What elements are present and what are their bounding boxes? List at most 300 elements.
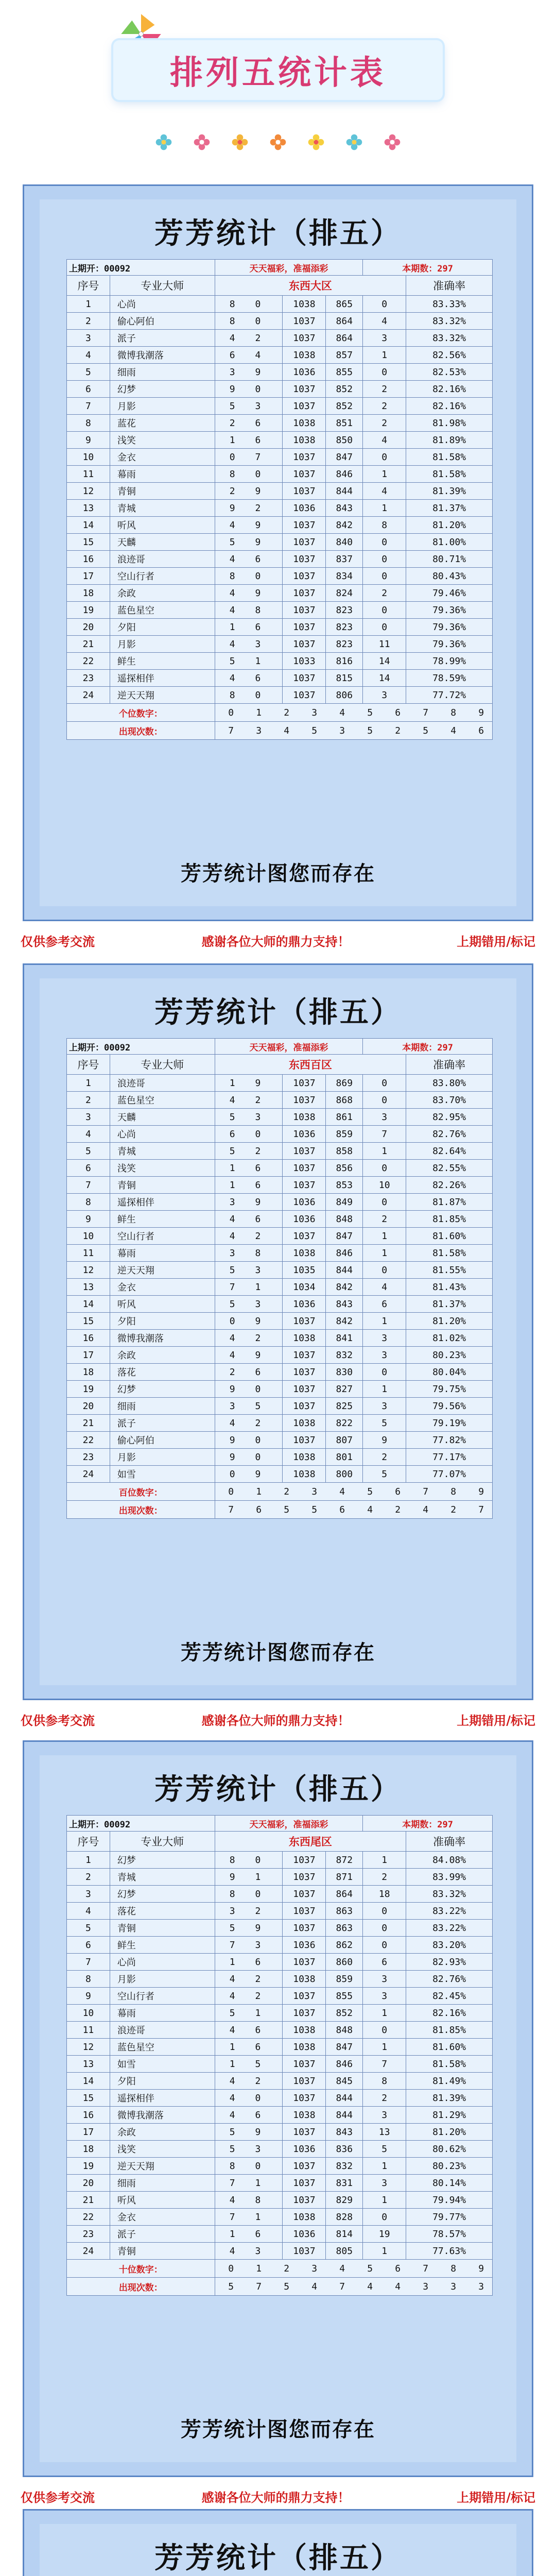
streak-count: 2: [363, 2090, 406, 2107]
table-row: [67, 551, 493, 568]
hit-count: 861: [326, 1109, 363, 1126]
table-row: [67, 415, 493, 432]
hit-count: 848: [326, 2022, 363, 2039]
streak-count: 0: [363, 1194, 406, 1211]
accuracy-rate: 81.87%: [406, 1194, 493, 1211]
accuracy-rate: 81.85%: [406, 1211, 493, 1228]
row-number: 8: [67, 1194, 110, 1211]
accuracy-rate: 82.93%: [406, 1954, 493, 1971]
row-number: 17: [67, 568, 110, 585]
accuracy-rate: 81.49%: [406, 2073, 493, 2090]
accuracy-rate: 78.57%: [406, 2226, 493, 2243]
page-header: [0, 0, 556, 170]
table-row: [67, 2124, 493, 2141]
hit-count: 852: [326, 2005, 363, 2022]
streak-count: 6: [363, 1296, 406, 1313]
counts-label: 出现次数：: [67, 722, 215, 740]
expert-name: 落花: [110, 1364, 215, 1381]
hit-count: 844: [326, 483, 363, 500]
total-count: 1038: [283, 432, 326, 449]
expert-name: 浪迹哥: [110, 2022, 215, 2039]
expert-name: 青铜: [110, 2243, 215, 2260]
picked-numbers: 0 7: [215, 449, 283, 466]
row-number: 22: [67, 1432, 110, 1449]
digit-value: 3: [311, 707, 318, 718]
expert-name: 偷心阿伯: [110, 313, 215, 330]
picked-numbers: 5 9: [215, 2124, 283, 2141]
digit-value: 6: [395, 1486, 401, 1497]
accuracy-rate: 81.58%: [406, 466, 493, 483]
hit-count: 846: [326, 466, 363, 483]
table-row: [67, 1869, 493, 1886]
hit-count: 845: [326, 2073, 363, 2090]
digit-value: 6: [395, 2263, 401, 2274]
hit-count: 843: [326, 2124, 363, 2141]
expert-name: 细雨: [110, 1398, 215, 1415]
accuracy-rate: 80.14%: [406, 2175, 493, 2192]
page-title: 排列五统计表: [113, 40, 443, 100]
row-number: 19: [67, 602, 110, 619]
picked-numbers: 8 0: [215, 313, 283, 330]
disclaimer-thanks: 感谢各位大师的鼎力支持！: [201, 1713, 350, 1728]
digit-value: 9: [478, 707, 484, 718]
row-number: 21: [67, 2192, 110, 2209]
picked-numbers: 1 5: [215, 2056, 283, 2073]
disclaimer-thanks: 感谢各位大师的鼎力支持！: [201, 2490, 350, 2505]
count-value: 3: [478, 2281, 484, 2292]
table-row: [67, 2056, 493, 2073]
row-number: 13: [67, 1279, 110, 1296]
table-row: [67, 687, 493, 704]
disclaimer-right: 上期错用/标记: [457, 1713, 535, 1728]
picked-numbers: 8 0: [215, 1886, 283, 1903]
accuracy-rate: 81.98%: [406, 415, 493, 432]
expert-name: 夕阳: [110, 1313, 215, 1330]
stat-section-panel: [40, 1755, 516, 2462]
disclaimer-thanks: 感谢各位大师的鼎力支持！: [201, 934, 350, 949]
table-row: [67, 1381, 493, 1398]
count-value: 4: [450, 725, 457, 736]
total-count: 1037: [283, 1347, 326, 1364]
digit-value: 5: [367, 2263, 373, 2274]
section-footer-note: 芳芳统计图您而存在: [181, 2418, 375, 2442]
streak-count: 1: [363, 500, 406, 517]
accuracy-rate: 82.26%: [406, 1177, 493, 1194]
picked-numbers: 9 2: [215, 500, 283, 517]
table-row: [67, 517, 493, 534]
row-number: 10: [67, 2005, 110, 2022]
digit-value: 9: [478, 1486, 484, 1497]
hit-count: 847: [326, 1228, 363, 1245]
row-number: 13: [67, 500, 110, 517]
accuracy-rate: 81.58%: [406, 2056, 493, 2073]
count-value: 4: [284, 725, 290, 736]
expert-name: 浪迹哥: [110, 551, 215, 568]
table-row: [67, 398, 493, 415]
digit-value: 4: [339, 2263, 345, 2274]
total-count: 1034: [283, 1279, 326, 1296]
digit-value: 3: [311, 1486, 318, 1497]
disclaimer-left: 仅供参考交流: [21, 934, 95, 949]
streak-count: 3: [363, 1330, 406, 1347]
picked-numbers: 4 3: [215, 636, 283, 653]
row-number: 23: [67, 2226, 110, 2243]
expert-name: 幻梦: [110, 381, 215, 398]
row-number: 8: [67, 1971, 110, 1988]
table-row: [67, 1092, 493, 1109]
table-row: [67, 2209, 493, 2226]
row-number: 24: [67, 687, 110, 704]
expert-name: 青铜: [110, 1920, 215, 1937]
row-number: 20: [67, 2175, 110, 2192]
total-count: 1037: [283, 687, 326, 704]
count-value: 4: [311, 2281, 318, 2292]
accuracy-rate: 82.76%: [406, 1971, 493, 1988]
total-count: 1037: [283, 602, 326, 619]
streak-count: 0: [363, 1075, 406, 1092]
hit-count: 872: [326, 1852, 363, 1869]
row-number: 4: [67, 1903, 110, 1920]
issue-label: 本期数：297: [363, 260, 493, 276]
row-number: 19: [67, 1381, 110, 1398]
expert-name: 听风: [110, 517, 215, 534]
stat-section-panel: [40, 978, 516, 1685]
total-count: 1037: [283, 2090, 326, 2107]
stat-section: [23, 184, 533, 921]
row-number: 17: [67, 1347, 110, 1364]
hit-count: 844: [326, 1262, 363, 1279]
count-value: 5: [423, 725, 429, 736]
table-row: [67, 466, 493, 483]
total-count: 1037: [283, 2175, 326, 2192]
picked-numbers: 9 0: [215, 1432, 283, 1449]
col-header-no: 序号: [67, 276, 110, 296]
picked-numbers: 6 0: [215, 1126, 283, 1143]
picked-numbers: 1 6: [215, 619, 283, 636]
accuracy-rate: 79.46%: [406, 585, 493, 602]
total-count: 1036: [283, 1194, 326, 1211]
digit-value: 8: [450, 1486, 457, 1497]
row-number: 12: [67, 1262, 110, 1279]
expert-name: 天麟: [110, 534, 215, 551]
accuracy-rate: 82.95%: [406, 1109, 493, 1126]
row-number: 14: [67, 1296, 110, 1313]
table-row: [67, 1177, 493, 1194]
picked-numbers: 8 0: [215, 687, 283, 704]
total-count: 1037: [283, 2243, 326, 2260]
table-row: [67, 2073, 493, 2090]
streak-count: 3: [363, 1109, 406, 1126]
picked-numbers: 7 1: [215, 1279, 283, 1296]
table-row: [67, 2090, 493, 2107]
total-count: 1037: [283, 1988, 326, 2005]
row-number: 8: [67, 415, 110, 432]
row-number: 10: [67, 1228, 110, 1245]
row-number: 17: [67, 2124, 110, 2141]
table-row: [67, 653, 493, 670]
table-row: [67, 670, 493, 687]
count-value: 2: [450, 1504, 457, 1515]
row-number: 15: [67, 1313, 110, 1330]
row-number: 12: [67, 483, 110, 500]
accuracy-rate: 81.58%: [406, 449, 493, 466]
total-count: 1038: [283, 1466, 326, 1483]
picked-numbers: 4 6: [215, 2107, 283, 2124]
row-number: 14: [67, 2073, 110, 2090]
total-count: 1036: [283, 1211, 326, 1228]
expert-name: 浅笑: [110, 432, 215, 449]
expert-name: 月影: [110, 398, 215, 415]
streak-count: 1: [363, 1381, 406, 1398]
total-count: 1036: [283, 1296, 326, 1313]
table-row: [67, 2107, 493, 2124]
streak-count: 0: [363, 1937, 406, 1954]
accuracy-rate: 81.20%: [406, 1313, 493, 1330]
picked-numbers: 3 9: [215, 1194, 283, 1211]
hit-count: 855: [326, 1988, 363, 2005]
picked-numbers: 5 1: [215, 2005, 283, 2022]
hit-count: 806: [326, 687, 363, 704]
hit-count: 863: [326, 1920, 363, 1937]
accuracy-rate: 79.56%: [406, 1398, 493, 1415]
streak-count: 4: [363, 313, 406, 330]
streak-count: 1: [363, 1245, 406, 1262]
row-number: 9: [67, 432, 110, 449]
streak-count: 0: [363, 1092, 406, 1109]
accuracy-rate: 79.77%: [406, 2209, 493, 2226]
streak-count: 10: [363, 1177, 406, 1194]
total-count: 1036: [283, 2141, 326, 2158]
accuracy-rate: 79.36%: [406, 602, 493, 619]
expert-name: 青城: [110, 500, 215, 517]
digits-label: 个位数字：: [67, 704, 215, 722]
digit-value: 3: [311, 2263, 318, 2274]
total-count: 1037: [283, 2158, 326, 2175]
streak-count: 2: [363, 415, 406, 432]
expert-name: 金衣: [110, 449, 215, 466]
accuracy-rate: 80.04%: [406, 1364, 493, 1381]
table-row: [67, 2226, 493, 2243]
expert-name: 夕阳: [110, 619, 215, 636]
digits-values: [215, 1483, 492, 1501]
flower-icon: [269, 133, 287, 151]
total-count: 1037: [283, 1143, 326, 1160]
expert-name: 遥探相伴: [110, 2090, 215, 2107]
col-header-no: 序号: [67, 1832, 110, 1852]
picked-numbers: 3 8: [215, 1245, 283, 1262]
row-number: 7: [67, 1954, 110, 1971]
digit-value: 7: [423, 2263, 429, 2274]
streak-count: 5: [363, 1415, 406, 1432]
total-count: 1038: [283, 415, 326, 432]
expert-name: 遥探相伴: [110, 670, 215, 687]
expert-name: 如雪: [110, 1466, 215, 1483]
expert-name: 心尚: [110, 1954, 215, 1971]
total-count: 1038: [283, 1245, 326, 1262]
picked-numbers: 1 6: [215, 2039, 283, 2056]
total-count: 1037: [283, 1313, 326, 1330]
expert-name: 偷心阿伯: [110, 1432, 215, 1449]
streak-count: 0: [363, 1903, 406, 1920]
total-count: 1037: [283, 2192, 326, 2209]
picked-numbers: 4 9: [215, 1347, 283, 1364]
hit-count: 828: [326, 2209, 363, 2226]
digits-label: 十位数字：: [67, 2260, 215, 2278]
hit-count: 842: [326, 1313, 363, 1330]
hit-count: 859: [326, 1971, 363, 1988]
total-count: 1037: [283, 330, 326, 347]
hit-count: 864: [326, 313, 363, 330]
accuracy-rate: 81.85%: [406, 2022, 493, 2039]
total-count: 1037: [283, 619, 326, 636]
expert-name: 幻梦: [110, 1886, 215, 1903]
stats-table: [66, 259, 493, 740]
total-count: 1038: [283, 2209, 326, 2226]
hit-count: 857: [326, 347, 363, 364]
picked-numbers: 4 2: [215, 1415, 283, 1432]
total-count: 1038: [283, 2039, 326, 2056]
slogan: 天天福彩，准福添彩: [215, 260, 363, 276]
expert-name: 金衣: [110, 1279, 215, 1296]
picked-numbers: 3 9: [215, 364, 283, 381]
col-header-no: 序号: [67, 1055, 110, 1075]
streak-count: 2: [363, 398, 406, 415]
expert-name: 空山行者: [110, 1988, 215, 2005]
digits-values: [215, 704, 492, 722]
total-count: 1036: [283, 364, 326, 381]
accuracy-rate: 83.32%: [406, 1886, 493, 1903]
total-count: 1036: [283, 1937, 326, 1954]
accuracy-rate: 82.16%: [406, 381, 493, 398]
expert-name: 派子: [110, 330, 215, 347]
hit-count: 865: [326, 296, 363, 313]
picked-numbers: 5 3: [215, 398, 283, 415]
expert-name: 幕雨: [110, 1245, 215, 1262]
accuracy-rate: 81.60%: [406, 2039, 493, 2056]
disclaimer-line: [21, 2487, 535, 2505]
period-label: 上期开：00092: [67, 1039, 215, 1055]
picked-numbers: 5 2: [215, 1143, 283, 1160]
table-row: [67, 2039, 493, 2056]
col-header-rate: 准确率: [406, 1055, 493, 1075]
row-number: 19: [67, 2158, 110, 2175]
digit-value: 7: [423, 707, 429, 718]
streak-count: 0: [363, 619, 406, 636]
period-label: 上期开：00092: [67, 1816, 215, 1832]
streak-count: 3: [363, 330, 406, 347]
flower-icon: [154, 133, 173, 151]
table-row: [67, 347, 493, 364]
row-number: 23: [67, 1449, 110, 1466]
expert-name: 如雪: [110, 2056, 215, 2073]
table-row: [67, 2192, 493, 2209]
picked-numbers: 4 2: [215, 1971, 283, 1988]
hit-count: 847: [326, 2039, 363, 2056]
picked-numbers: 8 0: [215, 568, 283, 585]
hit-count: 847: [326, 449, 363, 466]
table-row: [67, 534, 493, 551]
streak-count: 14: [363, 653, 406, 670]
picked-numbers: 1 6: [215, 1160, 283, 1177]
picked-numbers: 9 0: [215, 1449, 283, 1466]
accuracy-rate: 77.72%: [406, 687, 493, 704]
total-count: 1037: [283, 534, 326, 551]
count-value: 7: [478, 1504, 484, 1515]
picked-numbers: 4 9: [215, 517, 283, 534]
picked-numbers: 1 9: [215, 1075, 283, 1092]
accuracy-rate: 81.20%: [406, 2124, 493, 2141]
count-value: 5: [311, 725, 318, 736]
total-count: 1037: [283, 1177, 326, 1194]
streak-count: 0: [363, 1262, 406, 1279]
streak-count: 11: [363, 636, 406, 653]
count-value: 4: [423, 1504, 429, 1515]
streak-count: 13: [363, 2124, 406, 2141]
row-number: 11: [67, 1245, 110, 1262]
count-value: 5: [284, 1504, 290, 1515]
picked-numbers: 4 3: [215, 2243, 283, 2260]
hit-count: 843: [326, 500, 363, 517]
hit-count: 825: [326, 1398, 363, 1415]
digit-value: 0: [228, 1486, 234, 1497]
counts-values: [215, 722, 492, 740]
table-row: [67, 1886, 493, 1903]
accuracy-rate: 81.39%: [406, 2090, 493, 2107]
count-value: 7: [339, 2281, 345, 2292]
table-row: [67, 585, 493, 602]
row-number: 21: [67, 1415, 110, 1432]
accuracy-rate: 83.32%: [406, 330, 493, 347]
table-row: [67, 1245, 493, 1262]
section-title: 芳芳统计（排五）: [154, 996, 402, 1029]
count-value: 7: [256, 2281, 262, 2292]
digit-value: 2: [284, 707, 290, 718]
accuracy-rate: 79.36%: [406, 636, 493, 653]
row-number: 24: [67, 2243, 110, 2260]
expert-name: 青铜: [110, 483, 215, 500]
col-header-expert: 专业大师: [110, 276, 215, 296]
hit-count: 844: [326, 2090, 363, 2107]
count-value: 5: [367, 725, 373, 736]
row-number: 2: [67, 313, 110, 330]
streak-count: 8: [363, 2073, 406, 2090]
expert-name: 夕阳: [110, 2073, 215, 2090]
total-count: 1033: [283, 653, 326, 670]
row-number: 20: [67, 1398, 110, 1415]
stats-table: [66, 1038, 493, 1519]
total-count: 1038: [283, 1109, 326, 1126]
accuracy-rate: 79.75%: [406, 1381, 493, 1398]
picked-numbers: 4 2: [215, 330, 283, 347]
streak-count: 1: [363, 1228, 406, 1245]
picked-numbers: 5 3: [215, 1296, 283, 1313]
streak-count: 2: [363, 381, 406, 398]
accuracy-rate: 82.64%: [406, 1143, 493, 1160]
picked-numbers: 6 4: [215, 347, 283, 364]
total-count: 1036: [283, 2226, 326, 2243]
picked-numbers: 2 6: [215, 415, 283, 432]
accuracy-rate: 82.16%: [406, 2005, 493, 2022]
accuracy-rate: 82.55%: [406, 1160, 493, 1177]
expert-name: 幕雨: [110, 2005, 215, 2022]
expert-name: 微博我潮落: [110, 1330, 215, 1347]
total-count: 1037: [283, 1228, 326, 1245]
expert-name: 蓝色星空: [110, 1092, 215, 1109]
picked-numbers: 0 9: [215, 1313, 283, 1330]
count-value: 7: [228, 725, 234, 736]
hit-count: 832: [326, 2158, 363, 2175]
accuracy-rate: 83.99%: [406, 1869, 493, 1886]
